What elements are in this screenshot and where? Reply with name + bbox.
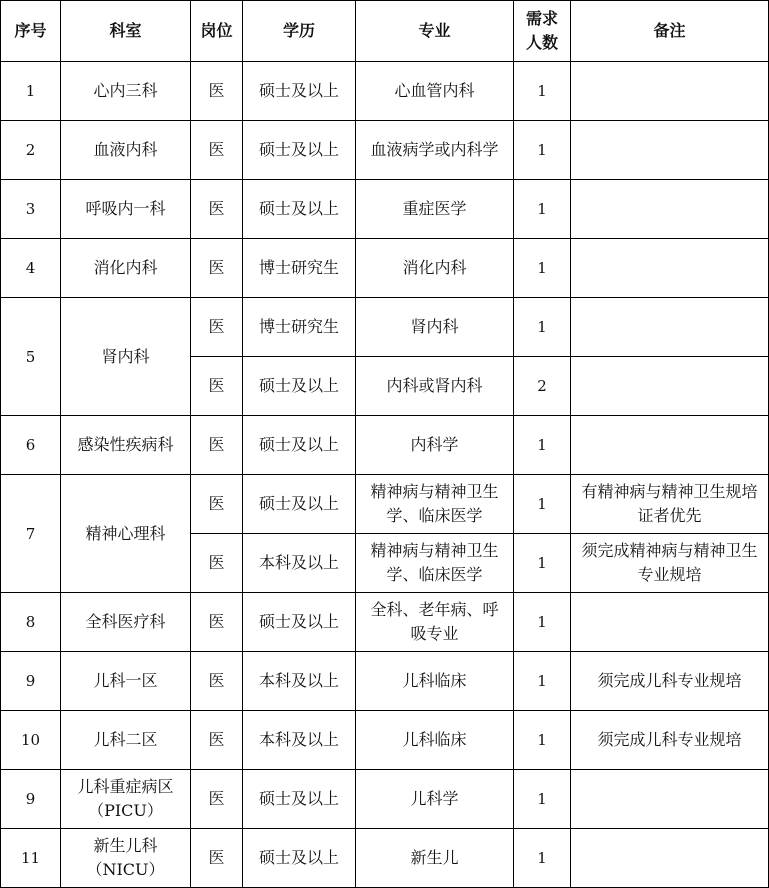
cell-remarks	[571, 180, 769, 239]
cell-remarks: 须完成儿科专业规培	[571, 711, 769, 770]
cell-education: 博士研究生	[243, 298, 356, 357]
cell-department: 儿科二区	[61, 711, 191, 770]
cell-department: 新生儿科（NICU）	[61, 829, 191, 888]
cell-department: 呼吸内一科	[61, 180, 191, 239]
cell-education: 硕士及以上	[243, 770, 356, 829]
cell-education: 硕士及以上	[243, 416, 356, 475]
table-row	[1, 121, 769, 180]
cell-remarks	[571, 62, 769, 121]
cell-position: 医	[191, 829, 243, 888]
table-row	[1, 711, 769, 770]
cell-major: 精神病与精神卫生学、临床医学	[356, 475, 514, 534]
cell-count: 1	[514, 62, 571, 121]
cell-department: 肾内科	[61, 298, 191, 416]
cell-count: 1	[514, 180, 571, 239]
cell-position: 医	[191, 711, 243, 770]
header-position: 岗位	[191, 1, 243, 62]
cell-position: 医	[191, 121, 243, 180]
cell-index: 2	[1, 121, 61, 180]
cell-major: 血液病学或内科学	[356, 121, 514, 180]
cell-major: 儿科临床	[356, 711, 514, 770]
cell-position: 医	[191, 239, 243, 298]
cell-remarks	[571, 593, 769, 652]
cell-count: 1	[514, 770, 571, 829]
cell-position: 医	[191, 593, 243, 652]
cell-count: 1	[514, 711, 571, 770]
cell-position: 医	[191, 475, 243, 534]
cell-remarks	[571, 121, 769, 180]
cell-position: 医	[191, 770, 243, 829]
header-education: 学历	[243, 1, 356, 62]
cell-remarks	[571, 770, 769, 829]
cell-department: 消化内科	[61, 239, 191, 298]
cell-count: 1	[514, 121, 571, 180]
cell-index: 8	[1, 593, 61, 652]
cell-education: 硕士及以上	[243, 475, 356, 534]
table-row	[1, 62, 769, 121]
cell-department: 血液内科	[61, 121, 191, 180]
cell-count: 1	[514, 239, 571, 298]
cell-major: 内科学	[356, 416, 514, 475]
table-row	[1, 416, 769, 475]
cell-major: 儿科临床	[356, 652, 514, 711]
cell-index: 3	[1, 180, 61, 239]
cell-education: 硕士及以上	[243, 829, 356, 888]
header-index: 序号	[1, 1, 61, 62]
cell-count: 1	[514, 534, 571, 593]
cell-major: 肾内科	[356, 298, 514, 357]
table-row	[1, 593, 769, 652]
cell-index: 6	[1, 416, 61, 475]
cell-education: 本科及以上	[243, 652, 356, 711]
cell-education: 硕士及以上	[243, 357, 356, 416]
cell-remarks	[571, 357, 769, 416]
cell-major: 全科、老年病、呼吸专业	[356, 593, 514, 652]
cell-department: 儿科重症病区（PICU）	[61, 770, 191, 829]
cell-count: 1	[514, 829, 571, 888]
cell-department: 精神心理科	[61, 475, 191, 593]
cell-position: 医	[191, 180, 243, 239]
cell-major: 重症医学	[356, 180, 514, 239]
table-row	[1, 652, 769, 711]
cell-major: 消化内科	[356, 239, 514, 298]
table-row	[1, 180, 769, 239]
header-major: 专业	[356, 1, 514, 62]
cell-count: 2	[514, 357, 571, 416]
table-row	[1, 475, 769, 534]
cell-count: 1	[514, 652, 571, 711]
cell-education: 博士研究生	[243, 239, 356, 298]
cell-department: 全科医疗科	[61, 593, 191, 652]
table-row	[1, 770, 769, 829]
cell-index: 4	[1, 239, 61, 298]
cell-department: 心内三科	[61, 62, 191, 121]
cell-count: 1	[514, 593, 571, 652]
cell-education: 硕士及以上	[243, 62, 356, 121]
cell-count: 1	[514, 475, 571, 534]
cell-count: 1	[514, 298, 571, 357]
cell-index: 9	[1, 652, 61, 711]
table-row	[1, 829, 769, 888]
cell-index: 9	[1, 770, 61, 829]
cell-education: 硕士及以上	[243, 121, 356, 180]
cell-remarks	[571, 829, 769, 888]
header-row	[1, 1, 769, 62]
cell-index: 11	[1, 829, 61, 888]
cell-index: 7	[1, 475, 61, 593]
cell-remarks: 须完成精神病与精神卫生专业规培	[571, 534, 769, 593]
cell-major: 内科或肾内科	[356, 357, 514, 416]
cell-index: 5	[1, 298, 61, 416]
header-count: 需求人数	[514, 1, 571, 62]
cell-count: 1	[514, 416, 571, 475]
cell-education: 本科及以上	[243, 711, 356, 770]
header-remarks: 备注	[571, 1, 769, 62]
table-row	[1, 298, 769, 357]
cell-index: 1	[1, 62, 61, 121]
cell-major: 精神病与精神卫生学、临床医学	[356, 534, 514, 593]
cell-position: 医	[191, 62, 243, 121]
cell-remarks	[571, 298, 769, 357]
cell-major: 儿科学	[356, 770, 514, 829]
cell-position: 医	[191, 357, 243, 416]
cell-major: 心血管内科	[356, 62, 514, 121]
cell-remarks: 有精神病与精神卫生规培证者优先	[571, 475, 769, 534]
header-department: 科室	[61, 1, 191, 62]
cell-education: 硕士及以上	[243, 180, 356, 239]
cell-position: 医	[191, 298, 243, 357]
cell-position: 医	[191, 534, 243, 593]
cell-education: 硕士及以上	[243, 593, 356, 652]
cell-index: 10	[1, 711, 61, 770]
cell-remarks: 须完成儿科专业规培	[571, 652, 769, 711]
cell-education: 本科及以上	[243, 534, 356, 593]
cell-remarks	[571, 239, 769, 298]
cell-position: 医	[191, 416, 243, 475]
cell-major: 新生儿	[356, 829, 514, 888]
cell-remarks	[571, 416, 769, 475]
cell-position: 医	[191, 652, 243, 711]
table-row	[1, 239, 769, 298]
cell-department: 感染性疾病科	[61, 416, 191, 475]
cell-department: 儿科一区	[61, 652, 191, 711]
